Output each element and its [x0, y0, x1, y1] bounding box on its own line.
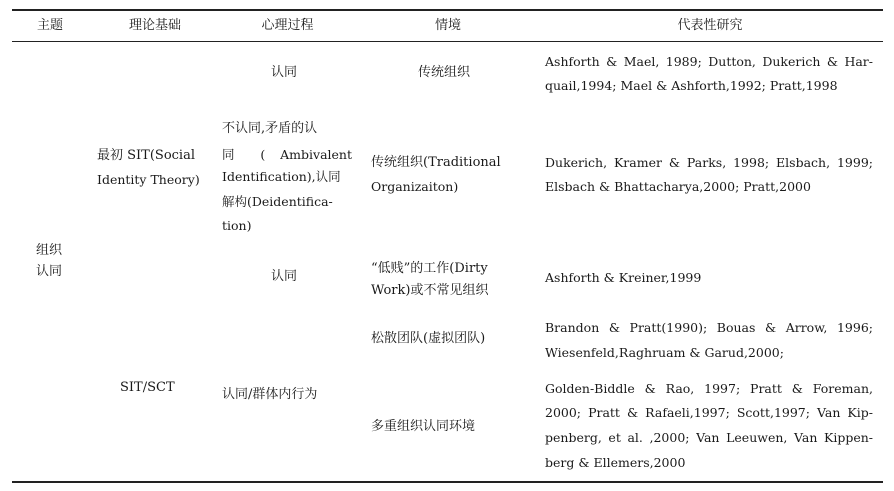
topic-line-2: 认同 [36, 264, 63, 279]
theory-first-line-2: Identity Theory) [97, 172, 200, 187]
header-topic: 主题 [36, 18, 63, 33]
table-bottom-rule [12, 481, 883, 483]
studies-r2-line-1: Dukerich, Kramer & Parks, 1998; Elsbach, 1999; [545, 155, 873, 170]
theory-first-line-1: 最初 SIT(Social [97, 148, 195, 163]
process-r3: 认同 [271, 269, 298, 284]
process-r2-line-1: 不认同,矛盾的认 [222, 121, 318, 136]
process-r2-line-3: Identification),认同 [222, 169, 341, 184]
topic-line-1: 组织 [36, 243, 63, 258]
header-studies: 代表性研究 [677, 18, 743, 33]
context-r5: 多重组织认同环境 [371, 419, 476, 434]
studies-r3-line-1: Ashforth & Kreiner,1999 [545, 270, 702, 285]
studies-r4-line-1: Brandon & Pratt(1990); Bouas & Arrow, 1996; [545, 320, 873, 335]
context-r3-line-2: Work)或不常见组织 [371, 283, 489, 298]
header-context: 情境 [434, 18, 461, 33]
header-process: 心理过程 [261, 18, 314, 33]
process-r2-line-4: 解构(Deidentifica- [222, 194, 333, 209]
table-top-rule [12, 9, 883, 11]
context-r2-line-2: Organizaiton) [371, 179, 459, 194]
studies-r4-line-2: Wiesenfeld,Raghruam & Garud,2000; [545, 345, 784, 360]
studies-r1-line-1: Ashforth & Mael, 1989; Dutton, Dukerich & Har- [545, 54, 873, 69]
process-r2-line-5: tion) [222, 218, 252, 233]
studies-r1-line-2: quail,1994; Mael & Ashforth,1992; Pratt,1998 [545, 78, 838, 93]
context-r2-line-1: 传统组织(Traditional [371, 155, 501, 170]
studies-r5-line-1: Golden-Biddle & Rao, 1997; Pratt & Foreman, [545, 381, 873, 396]
process-r2-line-2: 同 ( Ambivalent [222, 147, 352, 162]
context-r1: 传统组织 [418, 65, 471, 80]
studies-r5-line-4: berg & Ellemers,2000 [545, 455, 686, 470]
process-r4: 认同/群体内行为 [222, 387, 318, 402]
process-r1: 认同 [271, 65, 298, 80]
studies-r2-line-2: Elsbach & Bhattacharya,2000; Pratt,2000 [545, 179, 811, 194]
context-r3-line-1: “低贱”的工作(Dirty [371, 261, 488, 276]
context-r4: 松散团队(虚拟团队) [371, 331, 486, 346]
studies-r5-line-3: penberg, et al. ,2000; Van Leeuwen, Van Kippen- [545, 430, 873, 445]
studies-r5-line-2: 2000; Pratt & Rafaeli,1997; Scott,1997; Van Kip- [545, 405, 873, 420]
header-theory: 理论基础 [128, 18, 181, 33]
theory-second: SIT/SCT [120, 380, 175, 395]
header-rule [12, 41, 883, 42]
